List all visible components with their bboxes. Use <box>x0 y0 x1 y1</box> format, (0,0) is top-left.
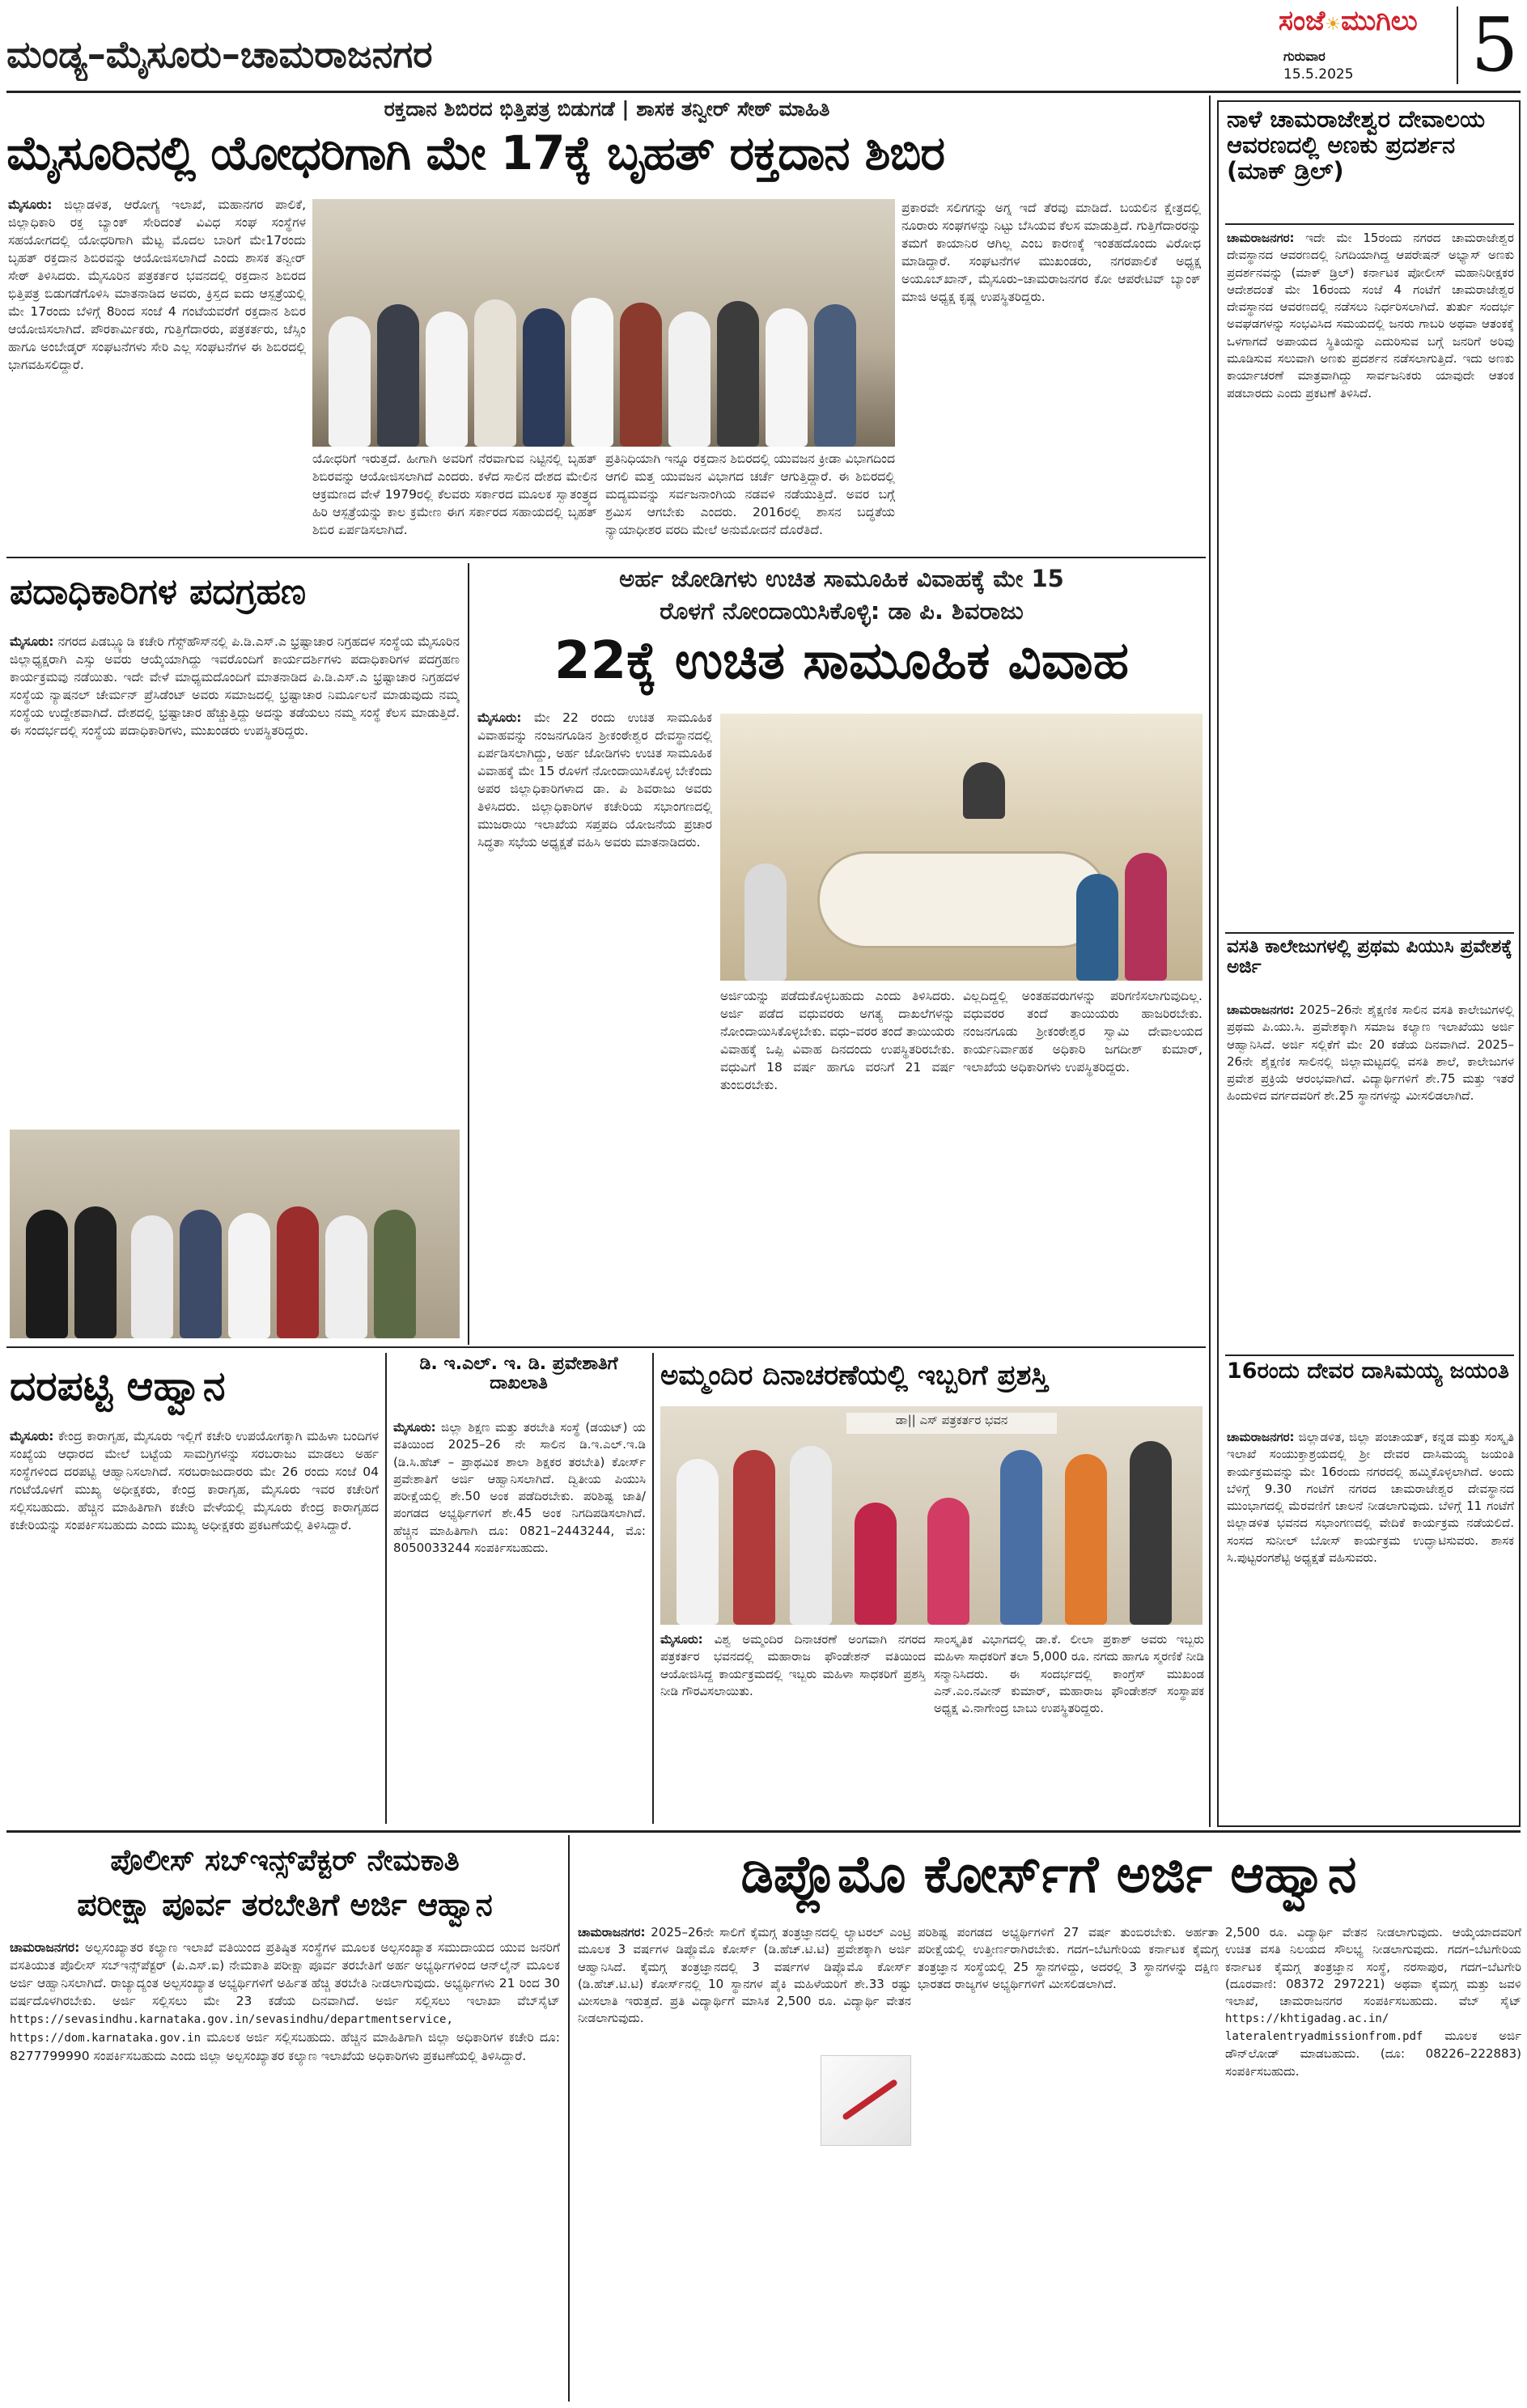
lead-column-3: ಪ್ರತಿನಿಧಿಯಾಗಿ ಇನ್ನೂ ರಕ್ತದಾನ ಶಿಬಿರದಲ್ಲಿ ಯುವಜನ ಕ್ರೀಡಾ ವಿಭಾಗದಿಂದ ಆಗಲಿ ಮತ್ತ ಯುವಜನ ವಿಭಾಗದ ಚರ್ಚೆ ಆಗುತ್ತಿದ್ದಾರೆ. ಈ ಶಿಬಿರದಲ್ಲಿ ಮದ್ಯಮವನ್ನು ಸರ್ವಜನಾಂಗಿಯ ನಡವಳಿ ನಡೆಯುತ್ತಿದೆ. ಅವರ ಬಗ್ಗೆ ಶ್ರಮಿಸ ಆಗಬೇಕು ಎಂದರು. 2016ರಲ್ಲಿ ಶಾಸನ ಬದ್ಧತೆಯ ನ್ಯಾಯಾಧೀಶರ ವರದಿ ಮೇಲೆ ಅನುಮೋದನೆ ದೊರೆತಿದೆ. <box>605 451 895 537</box>
meeting-table <box>817 851 1109 948</box>
mothers-headline: ಅಮ್ಮಂದಿರ ದಿನಾಚರಣೆಯಲ್ಲಿ ಇಬ್ಬರಿಗೆ ಪ್ರಶಸ್ತಿ <box>660 1361 1049 1392</box>
lead-column-2: ಯೋಧರಿಗೆ ಇರುತ್ತದೆ. ಹೀಗಾಗಿ ಅವರಿಗೆ ನೆರವಾಗುವ ನಿಟ್ಟಿನಲ್ಲಿ ಬೃಹತ್ ಶಿಬಿರವನ್ನು ಆಯೋಜಿಸಲಾಗಿದೆ ಎಂದರು. ಕಳೆದ ಸಾಲಿನ ದೇಶದ ಮೇಲಿನ ಆಕ್ರಮಣದ ವೇಳೆ 1979ರಲ್ಲಿ ಕೆಲವರು ಸರ್ಕಾರದ ಮೂಲಕ ಸ್ವಾತಂತ್ರ್ಯದ ಹಿರಿ ಆಸ್ಪತ್ರೆಯನ್ನು ಕಾಲ ಕ್ರಮೇಣ ಈಗ ಸರ್ಕಾರದ ಸಹಾಯದಲ್ಲಿ ಬೃಹತ್ ಶಿಬಿರ ಏರ್ಪಡಿಸಲಾಗಿದೆ. <box>312 451 597 537</box>
rates-body: ಮೈಸೂರು: ಕೇಂದ್ರ ಕಾರಾಗೃಹ, ಮೈಸೂರು ಇಲ್ಲಿಗೆ ಕಚೇರಿ ಉಪಯೋಗಕ್ಕಾಗಿ ಮಹಿಳಾ ಬಂದಿಗಳ ಸಂಖ್ಯೆಯ ಆಧಾರದ ಮೇಲೆ ಬಟ್ಟೆಯ ಸಾಮಗ್ರಿಗಳನ್ನು ಸರಬರಾಜು ಮಾಡಲು ಅರ್ಹ ಸಂಸ್ಥೆಗಳಿಂದ ದರಪಟ್ಟಿ ಆಹ್ವಾನಿಸಲಾಗಿದೆ. ಸರಬರಾಜುದಾರರು ಮೇ 26 ರಂದು ಸಂಜೆ 04 ಗಂಟೆಯೊಳಗೆ ಮುಖ್ಯ ಅಧೀಕ್ಷಕರು, ಕೇಂದ್ರ ಕಾರಾಗೃಹ, ಮೈಸೂರು ಇವರ ಕಚೇರಿಗೆ ಸಲ್ಲಿಸಬಹುದು. ಹೆಚ್ಚಿನ ಮಾಹಿತಿಗಾಗಿ ಕಚೇರಿ ವೇಳೆಯಲ್ಲಿ ಮೈಸೂರು ಕೇಂದ್ರ ಕಾರಾಗೃಹದ ಕಚೇರಿಯನ್ನು ಸಂಪರ್ಕಿಸಬಹುದು ಎಂದು ಮುಖ್ಯ ಅಧೀಕ್ಷಕರು ಪ್ರಕಟಣೆಯಲ್ಲಿ ತಿಳಿಸಿದ್ದಾರೆ. <box>10 1429 379 1533</box>
lead-headline: ಮೈಸೂರಿನಲ್ಲಿ ಯೋಧರಿಗಾಗಿ ಮೇ 17ಕ್ಕೆ ಬೃಹತ್ ರಕ್ತದಾನ ಶಿಬಿರ <box>6 128 945 180</box>
brand-name-a: ಸಂಜೆ <box>1279 5 1326 37</box>
marriage-headline: 22ಕ್ಕೆ ಉಚಿತ ಸಾಮೂಹಿಕ ವಿವಾಹ <box>554 633 1129 691</box>
police-url-2[interactable]: https://dom.karnataka.gov.in <box>10 2031 201 2045</box>
marriage-kicker-1: ಅರ್ಹ ಜೋಡಿಗಳು ಉಚಿತ ಸಾಮೂಹಿಕ ವಿವಾಹಕ್ಕೆ ಮೇ 15 <box>619 565 1064 592</box>
issue-day: ಗುರುವಾರ <box>1283 49 1326 64</box>
masthead-rule <box>6 91 1521 93</box>
mothers-body-a: ಮೈಸೂರು: ವಿಶ್ವ ಅಮ್ಮಂದಿರ ದಿನಾಚರಣೆ ಅಂಗವಾಗಿ ನಗರದ ಪತ್ರಕರ್ತರ ಭವನದಲ್ಲಿ ಮಹಾರಾಜ ಫೌಂಡೇಶನ್ ವತಿಯಿಂದ ಆಯೋಜಿಸಿದ್ದ ಕಾರ್ಯಕ್ರಮದಲ್ಲಿ ಇಬ್ಬರು ಮಹಿಳಾ ಸಾಧಕರಿಗೆ ಪ್ರಶಸ್ತಿ ನೀಡಿ ಗೌರವಿಸಲಾಯಿತು. <box>660 1632 926 1698</box>
group-figures <box>312 273 895 447</box>
rule-lower <box>6 1830 1521 1833</box>
vertical-rule-3 <box>652 1353 654 1824</box>
office-bearers-photo <box>10 1130 460 1338</box>
lead-dateline: ಮೈಸೂರು: <box>8 197 53 212</box>
brand-logo <box>1279 5 1453 53</box>
dled-headline: ಡಿ. ಇ.ಎಲ್. ಇ. ಡಿ. ಪ್ರವೇಶಾತಿಗೆ ದಾಖಲಾತಿ <box>419 1354 618 1394</box>
issue-date: 15.5.2025 <box>1283 66 1354 83</box>
police-headline-1: ಪೊಲೀಸ್ ಸಬ್‌ಇನ್ಸ್‌ಪೆಕ್ಟರ್ ನೇಮಕಾತಿ <box>110 1845 460 1877</box>
vertical-rule-2 <box>385 1353 387 1824</box>
sidebar-rule-1 <box>1225 223 1514 225</box>
vertical-rule-1 <box>468 563 469 1345</box>
pen-icon <box>842 2079 898 2121</box>
diploma-body-b: ಪರಿಶಿಷ್ಟ ಪಂಗಡದ ಅಭ್ಯರ್ಥಿಗಳಿಗೆ 27 ವರ್ಷ ತುಂಬಿರಬೇಕು. ಅರ್ಹತಾ ಪರೀಕ್ಷೆಯಲ್ಲಿ ಉತ್ತೀರ್ಣರಾಗಿರಬೇಕು. ಗದಗ–ಬೆಟಗೇರಿಯ ಕರ್ನಾಟಕ ಕೈಮಗ್ಗ ತಂತ್ರಜ್ಞಾನ ಸಂಸ್ಥೆಯಲ್ಲಿ 25 ಸ್ಥಾನಗಳಿದ್ದು, ಅದರಲ್ಲಿ 3 ಸ್ಥಾನಗಳನ್ನು ದಕ್ಷಿಣ ಭಾರತದ ರಾಜ್ಯಗಳ ಅಭ್ಯರ್ಥಿಗಳಿಗೆ ಮೀಸಲಿಡಲಾಗಿದೆ. <box>918 1925 1219 1991</box>
diploma-url-2[interactable]: lateralentryadmissionfrom.pdf <box>1225 2030 1423 2044</box>
dled-body: ಮೈಸೂರು: ಜಿಲ್ಲಾ ಶಿಕ್ಷಣ ಮತ್ತು ತರಬೇತಿ ಸಂಸ್ಥೆ (ಡಯಟ್) ಯ ವತಿಯಿಂದ 2025–26 ನೇ ಸಾಲಿನ ಡಿ.ಇ.ಎಲ್.ಇ.ಡಿ (ಡಿ.ಸಿ.ಹೆಚ್ – ಪ್ರಾಥಮಿಕ ಶಾಲಾ ಶಿಕ್ಷಕರ ತರಬೇತಿ) ಕೋರ್ಸ್ ಪ್ರವೇಶಾತಿಗೆ ಅರ್ಜಿ ಆಹ್ವಾನಿಸಲಾಗಿದೆ. ದ್ವಿತೀಯ ಪಿಯುಸಿ ಪರೀಕ್ಷೆಯಲ್ಲಿ ಶೇ.50 ಅಂಕ ಪಡೆದಿರಬೇಕು. ಪರಿಶಿಷ್ಟ ಜಾತಿ/ಪಂಗಡದ ಅಭ್ಯರ್ಥಿಗಳಿಗೆ ಶೇ.45 ಅಂಕ ನಿಗದಿಪಡಿಸಲಾಗಿದೆ. ಹೆಚ್ಚಿನ ಮಾಹಿತಿಗಾಗಿ ದೂ: 0821–2443244, ಮೊ: 8050033244 ಸಂಪರ್ಕಿಸಬಹುದು. <box>393 1420 646 1556</box>
sidebar-story1-headline: ನಾಳೆ ಚಾಮರಾಜೇಶ್ವರ ದೇವಾಲಯ ಆವರಣದಲ್ಲಿ ಅಣಕು ಪ್ರದರ್ಶನ (ಮಾಕ್ ಡ್ರಿಲ್) <box>1227 107 1486 184</box>
masthead-divider <box>1457 6 1458 84</box>
sidebar-rule-3 <box>1225 1354 1514 1356</box>
police-headline-2: ಪರೀಕ್ಷಾ ಪೂರ್ವ ತರಬೇತಿಗೆ ಅರ್ಜಿ ಆಹ್ವಾನ <box>77 1889 493 1923</box>
mothers-body-b: ಸಾಂಸ್ಕೃತಿಕ ವಿಭಾಗದಲ್ಲಿ ಡಾ.ಕೆ. ಲೀಲಾ ಪ್ರಕಾಶ್ ಅವರು ಇಬ್ಬರು ಮಹಿಳಾ ಸಾಧಕರಿಗೆ ತಲಾ 5,000 ರೂ. ನಗದು ಹಾಗೂ ಸ್ಮರಣಿಕೆ ನೀಡಿ ಸನ್ಮಾನಿಸಿದರು. ಈ ಸಂದರ್ಭದಲ್ಲಿ ಕಾಂಗ್ರೆಸ್ ಮುಖಂಡ ಎನ್.ಎಂ.ನವೀನ್ ಕುಮಾರ್, ಮಹಾರಾಜ ಫೌಂಡೇಶನ್ ಸಂಸ್ಥಾಪಕ ಅಧ್ಯಕ್ಷ ವಿ.ನಾಗೇಂದ್ರ ಬಾಬು ಉಪಸ್ಥಿತರಿದ್ದರು. <box>934 1632 1204 1716</box>
lead-column-1: ಮೈಸೂರು: ಜಿಲ್ಲಾಡಳಿತ, ಆರೋಗ್ಯ ಇಲಾಖೆ, ಮಹಾನಗರ ಪಾಲಿಕೆ, ಜಿಲ್ಲಾಧಿಕಾರಿ ರಕ್ತ ಬ್ಯಾಂಕ್ ಸೇರಿದಂತೆ ವಿವಿಧ ಸಂಘ ಸಂಸ್ಥೆಗಳ ಸಹಯೋಗದಲ್ಲಿ ಯೋಧರಿಗಾಗಿ ಮೆಟ್ಟ ಮೊದಲ ಬಾರಿಗೆ ಮೇ17ರಂದು ಬೃಹತ್ ರಕ್ತದಾನ ಶಿಬಿರವನ್ನು ಆಯೋಜಿಸಲಾಗಿದೆ ಎಂದು ಶಾಸಕ ತನ್ವೀರ್ ಸೇಠ್ ತಿಳಿಸಿದರು. ಮೈಸೂರಿನ ಪತ್ರಕರ್ತರ ಭವನದಲ್ಲಿ ರಕ್ತದಾನ ಶಿಬಿರದ ಭಿತ್ತಿಪತ್ರ ಬಿಡುಗಡೆಗೊಳಿಸಿ ಮಾತನಾಡಿದ ಅವರು, ಕ್ರಿಸ್ತದ ಐದು ಆಸ್ಪತ್ರೆಯಲ್ಲಿ ಮೇ 17ರಂದು ಬೆಳಿಗ್ಗೆ 8ರಿಂದ ಸಂಜೆ 4 ಗಂಟೆಯವರೆಗೆ ರಕ್ತದಾನ ಶಿಬಿರ ಆಯೋಜಿಸಲಾಗಿದೆ. ಪೌರಕಾರ್ಮಿಕರು, ಗುತ್ತಿಗೆದಾರರು, ಪತ್ರಕರ್ತರು, ಜೆಸ್ಸಿಂ ಹಾಗೂ ಅಂಬೇಡ್ಕರ್ ಸಂಘಟನೆಗಳು ಸೇರಿ ಎಲ್ಲ ಸಂಘಟನೆಗಳ ಈ ಶಿಬಿರದಲ್ಲಿ ಭಾಗವಹಿಸಲಿದ್ದಾರೆ. <box>8 197 306 372</box>
section-title: ಮಂಡ್ಯ–ಮೈಸೂರು–ಚಾಮರಾಜನಗರ <box>6 32 433 76</box>
rates-headline: ದರಪಟ್ಟಿ ಆಹ್ವಾನ <box>10 1364 226 1410</box>
police-body: ಚಾಮರಾಜನಗರ: ಅಲ್ಪಸಂಖ್ಯಾತರ ಕಲ್ಯಾಣ ಇಲಾಖೆ ವತಿಯಿಂದ ಪ್ರತಿಷ್ಠಿತ ಸಂಸ್ಥೆಗಳ ಮೂಲಕ ಅಲ್ಪಸಂಖ್ಯಾತ ಸಮುದಾಯದ ಯುವ ಜನರಿಗೆ ವಸತಿಯುತ ಪೊಲೀಸ್ ಸಬ್‌ಇನ್ಸ್‌ಪೆಕ್ಟರ್ (ಪಿ.ಎಸ್.ಐ) ನೇಮಕಾತಿ ಪರೀಕ್ಷಾ ಪೂರ್ವ ತರಬೇತಿಗೆ ಅರ್ಹ ಅಭ್ಯರ್ಥಿಗಳಿಂದ ಆನ್‌ಲೈನ್ ಮೂಲಕ ಅರ್ಜಿ ಆಹ್ವಾನಿಸಲಾಗಿದೆ. ರಾಜ್ಯಾದ್ಯಂತ ಅಲ್ಪಸಂಖ್ಯಾತ ಅಭ್ಯರ್ಥಿಗಳಿಗೆ ಅರ್ಹಿತ ಹೆಚ್ಚಿ ತರಬೇತಿ ನೀಡಲಾಗುವುದು. ಅಭ್ಯರ್ಥಿಗಳು 21 ರಿಂದ 30 ವರ್ಷದೊಳಗಿರಬೇಕು. ಅರ್ಜಿ ಸಲ್ಲಿಸಲು ಮೇ 23 ಕಡೆಯ ದಿನವಾಗಿದೆ. ಅರ್ಜಿ ಸಲ್ಲಿಸಲು ಇಲಾಖಾ ವೆಬ್‌ಸೈಟ್ https://sevasindhu.karnataka.gov.in/sevasindhu/departmentservice, https://dom.karnataka.gov.in ಮೂಲಕ ಅರ್ಜಿ ಸಲ್ಲಿಸಬಹುದು. ಹೆಚ್ಚಿನ ಮಾಹಿತಿಗಾಗಿ ಜಿಲ್ಲಾ ಅಧಿಕಾರಿಗಳ ಕಚೇರಿ ದೂ: 8277799990 ಸಂಪರ್ಕಿಸಬಹುದು ಎಂದು ಜಿಲ್ಲಾ ಅಲ್ಪಸಂಖ್ಯಾತರ ಕಲ್ಯಾಣ ಇಲಾಖೆಯ ಅಧಿಕಾರಿಗಳು ಪ್ರಕಟಣೆಯಲ್ಲಿ ತಿಳಿಸಿದ್ದಾರೆ. <box>10 1940 560 2063</box>
rule-mid <box>6 1346 1206 1348</box>
office-bearers-headline: ಪದಾಧಿಕಾರಿಗಳ ಪದಗ್ರಹಣ <box>10 573 307 613</box>
diploma-photo <box>821 2055 911 2146</box>
sidebar-story3-body: ಚಾಮರಾಜನಗರ: ಜಿಲ್ಲಾಡಳಿತ, ಜಿಲ್ಲಾ ಪಂಚಾಯತ್, ಕನ್ನಡ ಮತ್ತು ಸಂಸ್ಕೃತಿ ಇಲಾಖೆ ಸಂಯುಕ್ತಾಶ್ರಯದಲ್ಲಿ ಶ್ರೀ ದೇವರ ದಾಸಿಮಯ್ಯ ಜಯಂತಿ ಕಾರ್ಯಕ್ರಮವನ್ನು ಮೇ 16ರಂದು ನಗರದಲ್ಲಿ ಹಮ್ಮಿಕೊಳ್ಳಲಾಗಿದೆ. ಅಂದು ಬೆಳಿಗ್ಗೆ 9.30 ಗಂಟೆಗೆ ನಗರದ ಚಾಮರಾಜೇಶ್ವರ ದೇವಸ್ಥಾನದ ಮುಂಭಾಗದಲ್ಲಿ ಮೆರವಣಿಗೆ ಚಾಲನೆ ನೀಡಲಾಗುವುದು. ಬೆಳಿಗ್ಗೆ 11 ಗಂಟೆಗೆ ಜಿಲ್ಲಾಡಳಿತ ಭವನದ ಸಭಾಂಗಣದಲ್ಲಿ ವೇದಿಕೆ ಕಾರ್ಯಕ್ರಮ ನಡೆಯಲಿದೆ. ಸಂಸದ ಸುನೀಲ್ ಬೋಸ್ ಕಾರ್ಯಕ್ರಮ ಉದ್ಘಾಟಿಸುವರು. ಶಾಸಕ ಸಿ.ಪುಟ್ಟರಂಗಶೆಟ್ಟಿ ಅಧ್ಯಕ್ಷತೆ ವಹಿಸುವರು. <box>1227 1430 1514 1566</box>
lead-kicker: ರಕ್ತದಾನ ಶಿಬಿರದ ಭಿತ್ತಿಪತ್ರ ಬಿಡುಗಡೆ | ಶಾಸಕ ತನ್ವೀರ್ ಸೇಠ್ ಮಾಹಿತಿ <box>384 97 830 121</box>
lead-column-4: ಪ್ರಕಾರವೇ ಸಲಿಗಗನ್ನು ಅಗ್ನ ಇದೆ ತೆರವು ಮಾಡಿದೆ. ಬಯಲಿನ ಕ್ಷೇತ್ರದಲ್ಲಿ ನೂರಾರು ಸಂಘಗಳನ್ನು ನಿಟ್ಟು ಬೆಸಿಯವ ಕೆಲಸ ಮಾಡುತ್ತಿದೆ. ಗುತ್ತಿಗೆದಾರರನ್ನು ತಮಗೆ ಕಾಯಾನಿರ ಆಗಿಲ್ಲ ಎಂಬ ಕಾರಣಕ್ಕೆ ಇಂತಹದೊಂದು ವಿರೋಧ ಮಾಡಿದ್ದಾರೆ. ಸಂಘಟನೆಗಳ ಮುಖಂಡರು, ನಗರಪಾಲಿಕೆ ಅಧ್ಯಕ್ಷ ಅಯೂಬ್‌ಖಾನ್, ಮೈಸೂರು–ಚಾಮರಾಜನಗರ ಕೋ ಆಪರೇಟಿವ್ ಬ್ಯಾಂಕ್ ಮಾಜಿ ಅಧ್ಯಕ್ಷ ಕೃಷ್ಣ ಉಪಸ್ಥಿತರಿದ್ದರು. <box>901 201 1201 304</box>
lead-photo <box>312 199 895 447</box>
sidebar-divider <box>1209 95 1211 1827</box>
marriage-body-a: ಮೈಸೂರು: ಮೇ 22 ರಂದು ಉಚಿತ ಸಾಮೂಹಿಕ ವಿವಾಹವನ್ನು ನಂಜನಗೂಡಿನ ಶ್ರೀಕಂಠೇಶ್ವರ ದೇವಸ್ಥಾನದಲ್ಲಿ ಏರ್ಪಡಿಸಲಾಗಿದ್ದು, ಅರ್ಹ ಜೋಡಿಗಳು ಉಚಿತ ಸಾಮೂಹಿಕ ವಿವಾಹಕ್ಕೆ ಮೇ 15 ರೊಳಗೆ ನೋಂದಾಯಿಸಿಕೊಳ್ಳ ಬೇಕೆಂದು ಅಪರ ಜಿಲ್ಲಾಧಿಕಾರಿಗಳಾದ ಡಾ. ಪಿ ಶಿವರಾಜು ಅವರು ತಿಳಿಸಿದರು. ಜಿಲ್ಲಾಧಿಕಾರಿಗಳ ಕಚೇರಿಯ ಸಭಾಂಗಣದಲ್ಲಿ ಮುಜರಾಯಿ ಇಲಾಖೆಯ ಸಪ್ತಪದಿ ಯೋಜನೆಯ ಪ್ರಚಾರ ಸಿದ್ಧತಾ ಸಭೆಯ ಅಧ್ಯಕ್ಷತೆ ವಹಿಸಿ ಅವರು ಮಾತನಾಡಿದರು. <box>477 710 712 850</box>
mothers-photo <box>660 1406 1203 1625</box>
rule-under-lead <box>6 557 1206 558</box>
vertical-rule-4 <box>568 1835 570 2402</box>
brand-name-b: ಮುಗಿಲು <box>1341 5 1418 37</box>
sidebar-story2-headline: ವಸತಿ ಕಾಲೇಜುಗಳಲ್ಲಿ ಪ್ರಥಮ ಪಿಯುಸಿ ಪ್ರವೇಶಕ್ಕೆ ಅರ್ಜಿ <box>1227 937 1512 978</box>
diploma-body-c: 2,500 ರೂ. ವಿದ್ಯಾರ್ಥಿ ವೇತನ ನೀಡಲಾಗುವುದು. ಆಯ್ಕೆಯಾದವರಿಗೆ ಉಚಿತ ವಸತಿ ನಿಲಯದ ಸೌಲಭ್ಯ ನೀಡಲಾಗುವುದು. ಗದಗ–ಬೆಟಗೇರಿಯ ಕರ್ನಾಟಕ ಕೈಮಗ್ಗ ತಂತ್ರಜ್ಞಾನ ಸಂಸ್ಥೆ, ನರಸಾಪುರ, ಗದಗ–ಬೆಟಗೇರಿ (ದೂರವಾಣಿ: 08372 297221) ಅಥವಾ ಕೈಮಗ್ಗ ಮತ್ತು ಜವಳಿ ಇಲಾಖೆ, ಚಾಮರಾಜನಗರ ಸಂಪರ್ಕಿಸಬಹುದು. ವೆಬ್ ಸೈಟ್ https://khtigadag.ac.in/ lateralentryadmissionfrom.pdf ಮೂಲಕ ಅರ್ಜಿ ಡೌನ್‌ಲೋಡ್ ಮಾಡಬಹುದು. (ದೂ: 08226–222883) ಸಂಪರ್ಕಿಸಬಹುದು. <box>1225 1925 1521 2079</box>
diploma-body-a: ಚಾಮರಾಜನಗರ: 2025–26ನೇ ಸಾಲಿಗೆ ಕೈಮಗ್ಗ ತಂತ್ರಜ್ಞಾನದಲ್ಲಿ ಲ್ಯಾಟರಲ್ ಎಂಟ್ರಿ ಮೂಲಕ 3 ವರ್ಷಗಳ ಡಿಪ್ಲೊಮೊ ಕೋರ್ಸ್ (ಡಿ.ಹೆಚ್.ಟಿ.ಟಿ) ಪ್ರವೇಶಕ್ಕಾಗಿ ಅರ್ಜಿ ಆಹ್ವಾನಿಸಿದೆ. ಕೈಮಗ್ಗ ತಂತ್ರಜ್ಞಾನದಲ್ಲಿ 3 ವರ್ಷಗಳ ಡಿಪ್ಲೊಮೊ ಕೋರ್ಸ್ (ಡಿ.ಹೆಚ್.ಟಿ.ಟಿ) ಕೋರ್ಸ್‌ನಲ್ಲಿ 10 ಸ್ಥಾನಗಳ ಪೈಕಿ ಮಹಿಳೆಯರಿಗೆ ಶೇ.33 ರಷ್ಟು ಮೀಸಲಾತಿ ಇರುತ್ತದೆ. ಪ್ರತಿ ವಿದ್ಯಾರ್ಥಿಗೆ ಮಾಸಿಕ 2,500 ರೂ. ವಿದ್ಯಾರ್ಥಿ ವೇತನ ನೀಡಲಾಗುವುದು. <box>578 1925 911 2026</box>
marriage-body-c: ವಿಲ್ಲದಿದ್ದಲ್ಲಿ ಅಂತಹವರುಗಳನ್ನು ಪರಿಗಣಿಸಲಾಗುವುದಿಲ್ಲ. ವಧುವರರ ತಂದೆ ತಾಯಿಯರು ಹಾಜರಿರಬೇಕು. ನಂಜನಗೂಡು ಶ್ರೀಕಂಠೇಶ್ವರ ಸ್ವಾಮಿ ದೇವಾಲಯದ ಕಾರ್ಯನಿರ್ವಾಹಕ ಅಧಿಕಾರಿ ಜಗದೀಶ್ ಕುಮಾರ್, ಇಲಾಖೆಯ ಅಧಿಕಾರಿಗಳು ಉಪಸ್ಥಿತರಿದ್ದರು. <box>963 989 1203 1075</box>
page-number: 5 <box>1470 2 1519 88</box>
sidebar-rule-2 <box>1225 932 1514 934</box>
sidebar-story2-body: ಚಾಮರಾಜನಗರ: 2025–26ನೇ ಶೈಕ್ಷಣಿಕ ಸಾಲಿನ ವಸತಿ ಕಾಲೇಜುಗಳಲ್ಲಿ ಪ್ರಥಮ ಪಿ.ಯು.ಸಿ. ಪ್ರವೇಶಕ್ಕಾಗಿ ಸಮಾಜ ಕಲ್ಯಾಣ ಇಲಾಖೆಯು ಅರ್ಜಿ ಆಹ್ವಾನಿಸಿದೆ. ಅರ್ಜಿ ಸಲ್ಲಿಕೆಗೆ ಮೇ 20 ಕಡೆಯ ದಿನವಾಗಿದೆ. 2025–26ನೇ ಶೈಕ್ಷಣಿಕ ಸಾಲಿನಲ್ಲಿ ಜಿಲ್ಲಾಮಟ್ಟದಲ್ಲಿ ವಸತಿ ಶಾಲೆ, ಕಾಲೇಜುಗಳ ಪ್ರವೇಶ ಪ್ರಕ್ರಿಯೆ ಆರಂಭವಾಗಿದೆ. ವಿದ್ಯಾರ್ಥಿಗಳಿಗೆ ಶೇ.75 ಮತ್ತು ಇತರೆ ಹಿಂದುಳಿದ ವರ್ಗದವರಿಗೆ ಶೇ.25 ಸ್ಥಾನಗಳನ್ನು ಮೀಸಲಿಡಲಾಗಿದೆ. <box>1227 1003 1514 1104</box>
sidebar-story1-body: ಚಾಮರಾಜನಗರ: ಇದೇ ಮೇ 15ರಂದು ನಗರದ ಚಾಮರಾಜೇಶ್ವರ ದೇವಸ್ಥಾನದ ಆವರಣದಲ್ಲಿ ನಿಗದಿಯಾಗಿದ್ದ ಆಪರೇಷನ್ ಅಭ್ಯಾಸ್ ಅಣಕು ಪ್ರದರ್ಶನವನ್ನು (ಮಾಕ್ ಡ್ರಿಲ್) ಕರ್ನಾಟಕ ಪೋಲೀಸ್ ಮಹಾನಿರೀಕ್ಷಕರ ಆದೇಶದಂತೆ ಮೇ 16ರಂದು ಸಂಜೆ 4 ಗಂಟೆಗೆ ಚಾಮರಾಜೇಶ್ವರ ದೇವಸ್ಥಾನದ ಆವರಣದಲ್ಲಿ ನಡೆಸಲು ನಿರ್ಧರಿಸಲಾಗಿದೆ. ತುರ್ತು ಸಂದರ್ಭ ಅವಘಡಗಳನ್ನು ಸಂಭವಿಸಿದ ಸಮಯದಲ್ಲಿ ಜನರು ಗಾಬರಿ ಅಥವಾ ಆತಂಕಕ್ಕೆ ಒಳಗಾಗದೆ ಅಪಾಯದ ಸ್ಥಿತಿಯನ್ನು ಎದುರಿಸುವ ಬಗ್ಗೆ ಜನರಿಗೆ ಅರಿವು ಮೂಡಿಸುವ ಸಲುವಾಗಿ ಅಣಕು ಪ್ರದರ್ಶನ ನಡೆಸಲಾಗುತ್ತಿದೆ. ಇದು ಅಣಕು ಕಾರ್ಯಾಚರಣೆ ಮಾತ್ರವಾಗಿದ್ದು ಸಾರ್ವಜನಿಕರು ಯಾವುದೇ ಆತಂಕ ಪಡಬಾರದು ಎಂದು ಪ್ರಕಟಣೆ ತಿಳಿಸಿದೆ. <box>1227 231 1514 401</box>
office-bearers-body: ಮೈಸೂರು: ನಗರದ ಪಿಡಬ್ಲ್ಯೂಡಿ ಕಚೇರಿ ಗೆಸ್ಟ್‌ಹೌಸ್‌ನಲ್ಲಿ ಪಿ.ಡಿ.ಎಸ್.ಎ ಭ್ರಷ್ಟಾಚಾರ ನಿಗ್ರಹದಳ ಸಂಸ್ಥೆಯ ಮೈಸೂರಿನ ಜಿಲ್ಲಾಧ್ಯಕ್ಷರಾಗಿ ಎಸ್ಸು ಅವರು ಆಯ್ಕೆಯಾಗಿದ್ದು ಇವರೊಂದಿಗೆ ಕಾರ್ಯದರ್ಶಿಗಳು ಪದಾಧಿಕಾರಿಗಳ ಪದಗ್ರಹಣ ಕಾರ್ಯಕ್ರಮವು ನಡೆಯಿತು. ಇದೇ ವೇಳೆ ಮಾಧ್ಯಮದೊಂದಿಗೆ ಮಾತನಾಡಿದ ಪಿ.ಡಿ.ಎಸ್.ಎ ಭ್ರಷ್ಟಾಚಾರ ನಿಗ್ರಹದಳ ಸಂಸ್ಥೆಯ ನ್ಯಾಷನಲ್ ಚೇರ್ಮನ್ ಪ್ರೆಸಿಡೆಂಟ್ ಅವರು ಸಮಾಜದಲ್ಲಿ ಭ್ರಷ್ಟಾಚಾರ ನಿರ್ಮೂಲನೆ ಮಾಡುವುದು ನಮ್ಮ ಸಂಸ್ಥೆಯ ಉದ್ದೇಶವಾಗಿದೆ. ದೇಶದಲ್ಲಿ ಭ್ರಷ್ಟಾಚಾರ ಹೆಚ್ಚುತ್ತಿದ್ದು ಅದನ್ನು ತಡೆಯಲು ನಮ್ಮ ಸಂಸ್ಥೆ ಕೆಲಸ ಮಾಡುತ್ತಿದೆ. ಈ ಸಂದರ್ಭದಲ್ಲಿ ಸಂಸ್ಥೆಯ ಪದಾಧಿಕಾರಿಗಳು, ಮುಖಂಡರು ಉಪಸ್ಥಿತರಿದ್ದರು. <box>10 634 460 738</box>
police-url-1[interactable]: https://sevasindhu.karnataka.gov.in/sevasindhu/departmentservice, <box>10 2013 453 2026</box>
photo-banner: ಡಾ|| ಎಸ್ ಪತ್ರಕರ್ತರ ಭವನ <box>846 1413 1057 1434</box>
sidebar-story3-headline: 16ರಂದು ದೇವರ ದಾಸಿಮಯ್ಯ ಜಯಂತಿ <box>1227 1359 1509 1384</box>
marriage-kicker-2: ರೊಳಗೆ ನೋಂದಾಯಿಸಿಕೊಳ್ಳಿ: ಡಾ ಪಿ. ಶಿವರಾಜು <box>660 597 1024 625</box>
masthead <box>0 0 1527 91</box>
marriage-meeting-photo <box>720 714 1203 981</box>
diploma-url-1[interactable]: https://khtigadag.ac.in/ <box>1225 2012 1389 2026</box>
marriage-body-b: ಅರ್ಜಿಯನ್ನು ಪಡೆದುಕೊಳ್ಳಬಹುದು ಎಂದು ತಿಳಿಸಿದರು. ಅರ್ಜಿ ಪಡೆದ ವಧುವರರು ಅಗತ್ಯ ದಾಖಲೆಗಳನ್ನು ನೋಂದಾಯಿಸಿಕೊಳ್ಳಬೇಕು. ವಧು–ವರರ ತಂದೆ ತಾಯಿಯರು ವಿವಾಹಕ್ಕೆ ಒಪ್ಪಿ ವಿವಾಹ ದಿನದಂದು ಉಪಸ್ಥಿತರಿರಬೇಕು. ವಧುವಿಗೆ 18 ವರ್ಷ ಹಾಗೂ ವರನಿಗೆ 21 ವರ್ಷ ತುಂಬಿರಬೇಕು. <box>720 989 955 1092</box>
diploma-headline: ಡಿಪ್ಲೊಮೊ ಕೋರ್ಸ್‌ಗೆ ಅರ್ಜಿ ಆಹ್ವಾನ <box>740 1846 1357 1905</box>
sidebar <box>1217 100 1521 1827</box>
sun-icon: ☀ <box>1325 15 1342 35</box>
